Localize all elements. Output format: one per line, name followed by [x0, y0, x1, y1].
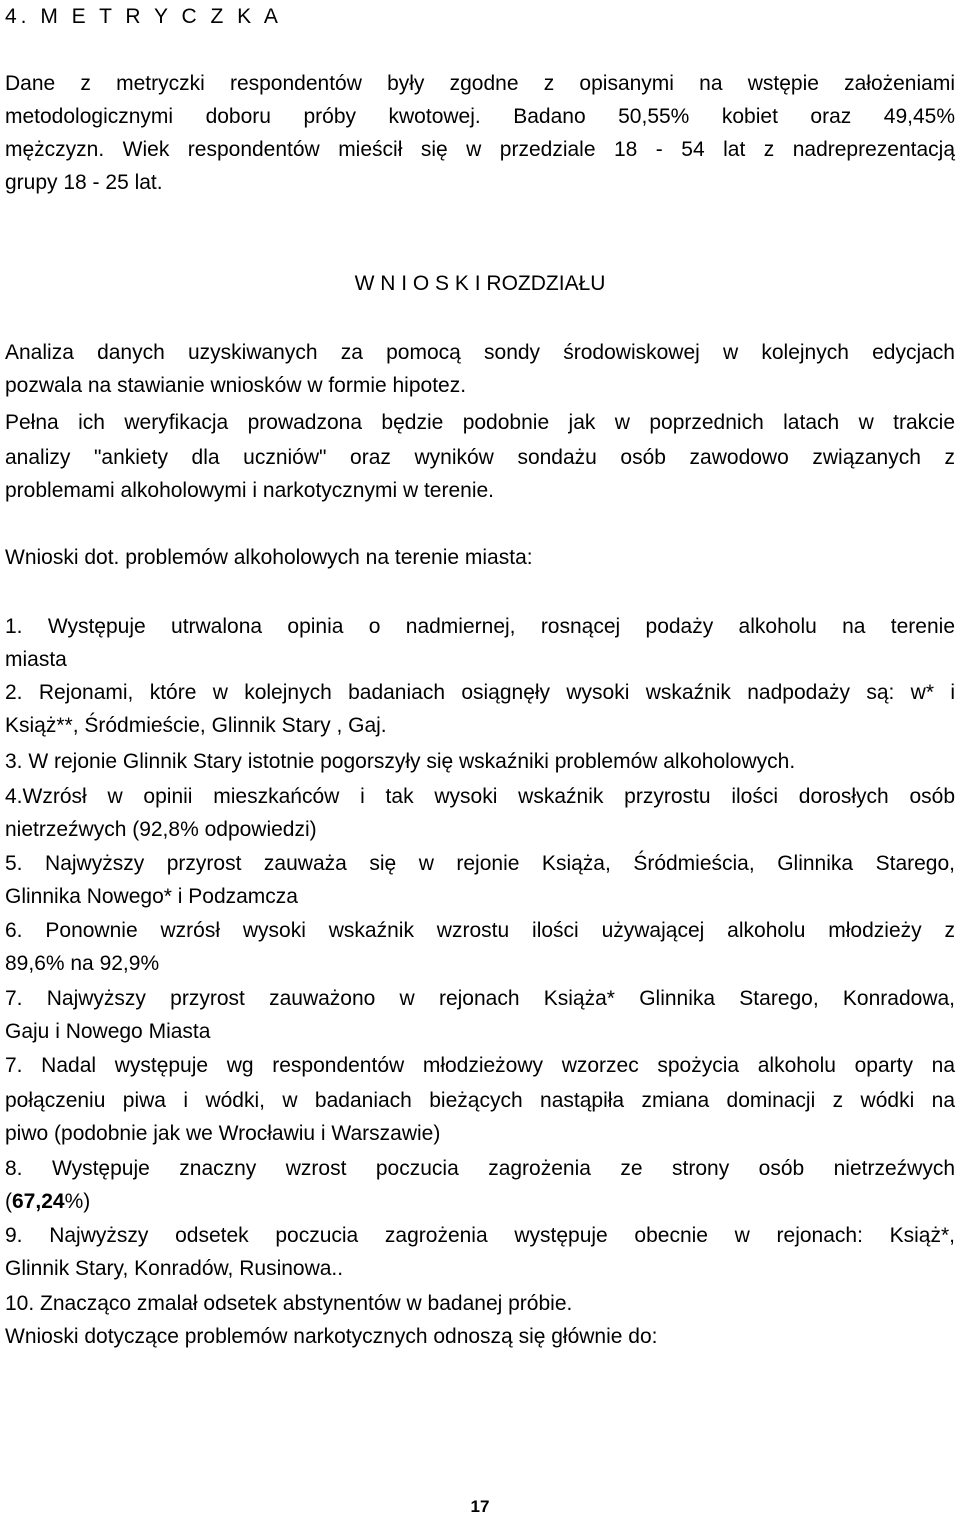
item-8-line-2 — [5, 1189, 90, 1215]
item-4-line-1: 4.Wzrósł w opinii mieszkańców i tak wysoki wskaźnik przyrostu ilości dorosłych osób — [5, 785, 955, 808]
item-1-line-1: 1. Występuje utrwalona opinia o nadmiernej, rosnącej podaży alkoholu na terenie — [5, 615, 955, 638]
item-8-paren-close: %) — [64, 1190, 91, 1213]
item-7b-line-1: 7. Nadal występuje wg respondentów młodzieżowy wzorzec spożycia alkoholu oparty na — [5, 1054, 955, 1077]
item-7b-line-3: piwo (podobnie jak we Wrocławiu i Warszawie) — [5, 1122, 441, 1145]
item-4-line-2: nietrzeźwych (92,8% odpowiedzi) — [5, 818, 317, 841]
item-8-value: 67,24 — [12, 1190, 65, 1213]
item-8-paren-open: ( — [5, 1190, 12, 1213]
alcohol-subheading: Wnioski dot. problemów alkoholowych na terenie miasta: — [5, 546, 533, 569]
item-1-line-2: miasta — [5, 648, 67, 671]
section-heading: 4. M E T R Y C Z K A — [5, 5, 282, 28]
wnioski-heading: W N I O S K I ROZDZIAŁU — [354, 272, 606, 295]
item-2-line-1: 2. Rejonami, które w kolejnych badaniach osiągnęły wysoki wskaźnik nadpodaży są: w* i — [5, 681, 955, 704]
item-7-line-1: 7. Najwyższy przyrost zauważono w rejonach Książa* Glinnika Starego, Konradowa, — [5, 987, 955, 1010]
item-10-line-1: 10. Znacząco zmalał odsetek abstynentów w badanej próbie. — [5, 1292, 573, 1315]
intro-line-5: problemami alkoholowymi i narkotycznymi w terenie. — [5, 479, 495, 502]
metryczka-line-4: grupy 18 - 25 lat. — [5, 171, 163, 194]
intro-line-2: pozwala na stawianie wniosków w formie hipotez. — [5, 374, 467, 397]
item-6-line-1: 6. Ponownie wzrósł wysoki wskaźnik wzrostu ilości używającej alkoholu młodzieży z — [5, 919, 955, 942]
item-9-line-2: Glinnik Stary, Konradów, Rusinowa.. — [5, 1257, 344, 1280]
metryczka-line-3: mężczyzn. Wiek respondentów mieścił się w przedziale 18 - 54 lat z nadreprezentacją — [5, 138, 955, 161]
intro-line-3: Pełna ich weryfikacja prowadzona będzie podobnie jak w poprzednich latach w trakcie — [5, 411, 955, 434]
item-7b-line-2: połączeniu piwa i wódki, w badaniach bieżących nastąpiła zmiana dominacji z wódki na — [5, 1089, 955, 1112]
item-9-line-1: 9. Najwyższy odsetek poczucia zagrożenia występuje obecnie w rejonach: Książ*, — [5, 1224, 955, 1247]
item-5-line-1: 5. Najwyższy przyrost zauważa się w rejonie Książa, Śródmieścia, Glinnika Starego, — [5, 852, 955, 875]
intro-line-1: Analiza danych uzyskiwanych za pomocą sondy środowiskowej w kolejnych edycjach — [5, 341, 955, 364]
item-2-line-2: Książ**, Śródmieście, Glinnik Stary , Gaj. — [5, 714, 387, 737]
item-5-line-2: Glinnika Nowego* i Podzamcza — [5, 885, 298, 908]
item-8-line-1: 8. Występuje znaczny wzrost poczucia zagrożenia ze strony osób nietrzeźwych — [5, 1157, 955, 1180]
page-number: 17 — [470, 1497, 490, 1516]
metryczka-line-2: metodologicznymi doboru próby kwotowej. Badano 50,55% kobiet oraz 49,45% — [5, 105, 955, 128]
narcotics-intro: Wnioski dotyczące problemów narkotycznych odnoszą się głównie do: — [5, 1325, 658, 1348]
metryczka-line-1: Dane z metryczki respondentów były zgodne z opisanymi na wstępie założeniami — [5, 72, 955, 95]
intro-line-4: analizy "ankiety dla uczniów" oraz wyników sondażu osób zawodowo związanych z — [5, 446, 955, 469]
item-3-line-1: 3. W rejonie Glinnik Stary istotnie pogorszyły się wskaźniki problemów alkoholowych. — [5, 750, 796, 773]
item-6-line-2: 89,6% na 92,9% — [5, 952, 160, 975]
item-7-line-2: Gaju i Nowego Miasta — [5, 1020, 211, 1043]
